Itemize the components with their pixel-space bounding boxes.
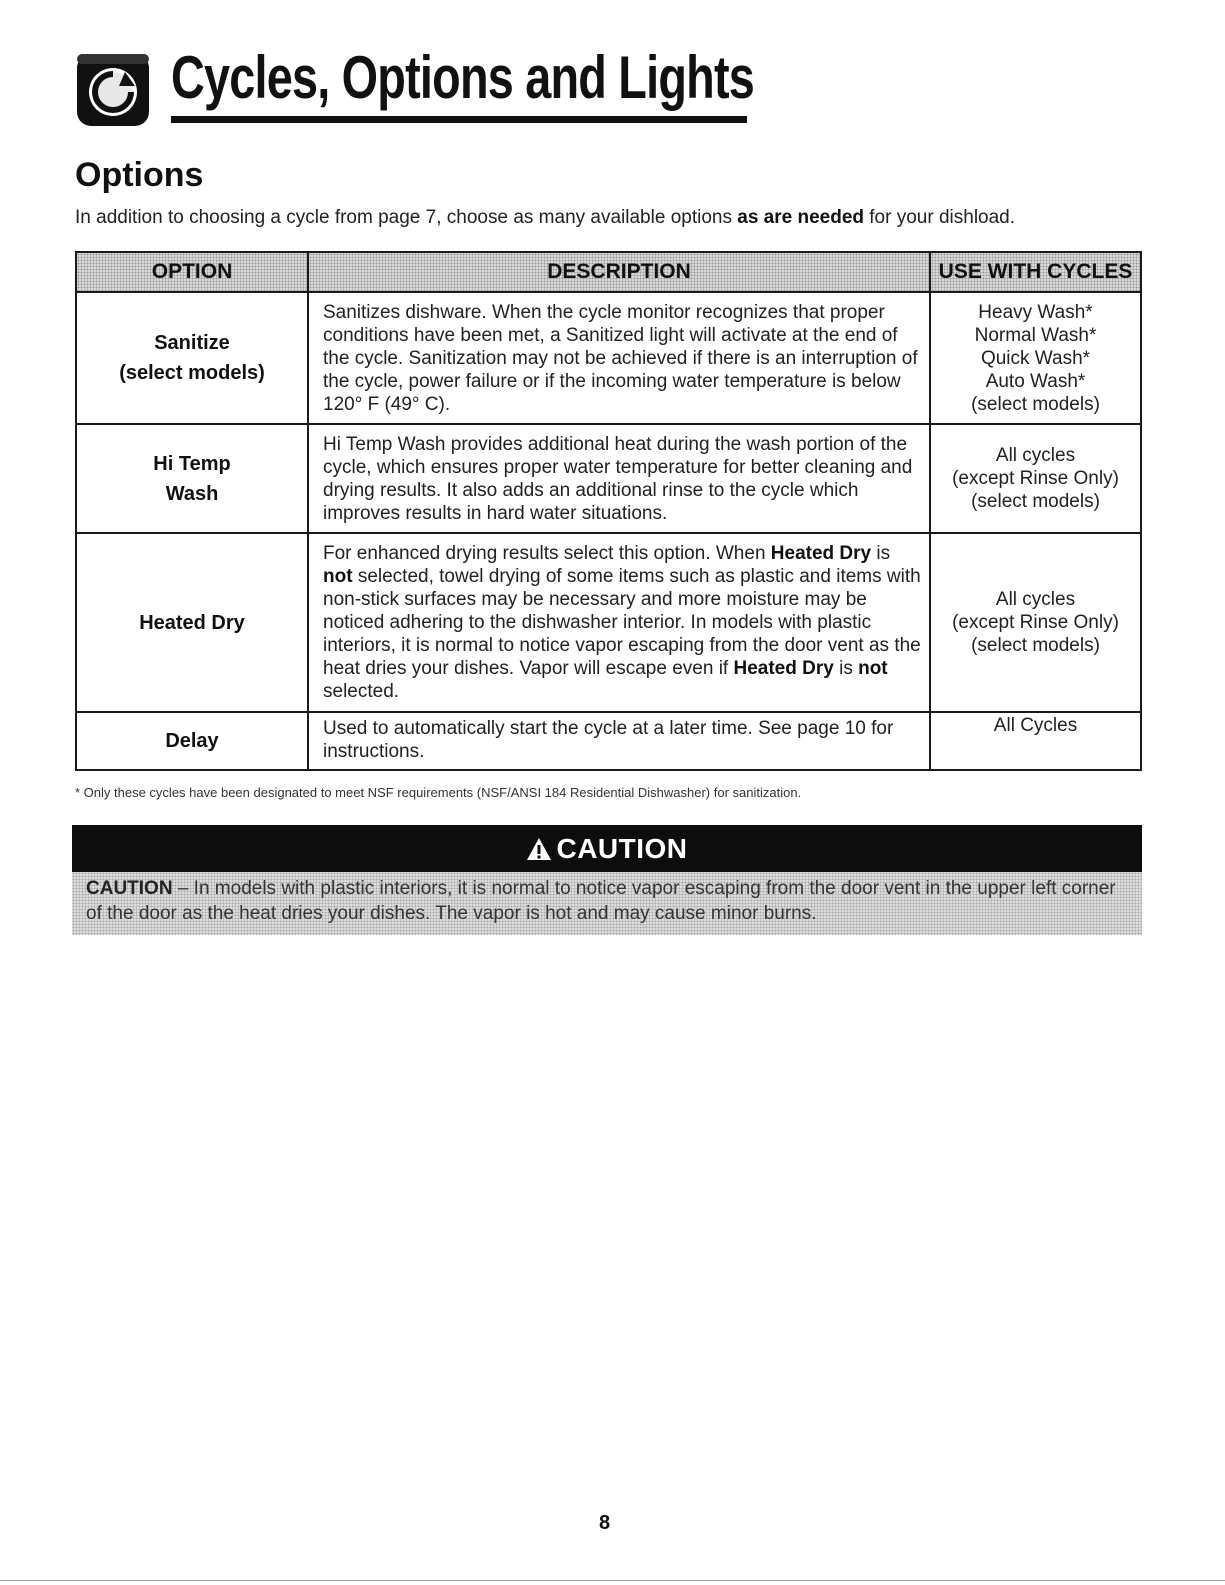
- caution-body: [72, 872, 1142, 935]
- desc-text: selected, towel drying of some items such as plastic and items with non-stick surfaces may be necessary and more moisture may be noticed adhering to the dishwasher interior. In models with plastic interiors, it is normal to notice vapor escaping from the door vent as the heat dries your dishes. Vapor will escape even if: [323, 566, 921, 679]
- bottom-rule: [0, 1580, 1225, 1581]
- options-table: [75, 251, 1142, 771]
- dishwasher-dial-icon: [75, 52, 151, 128]
- desc-emphasis: not: [323, 566, 353, 587]
- table-header-row: [76, 252, 1141, 292]
- intro-before: In addition to choosing a cycle from page 7, choose as many available options: [75, 207, 738, 228]
- option-cycles: All cycles (except Rinse Only) (select models): [930, 424, 1141, 533]
- desc-text: For enhanced drying results select this option. When: [323, 543, 771, 564]
- table-row-sanitize: [76, 292, 1141, 424]
- desc-text: is: [833, 658, 859, 679]
- caution-box: [72, 825, 1142, 935]
- intro-emphasis: as are needed: [737, 207, 864, 228]
- option-description: Hi Temp Wash provides additional heat during the wash portion of the cycle, which ensures proper water temperature for better cleaning and drying results. It also adds an additional rinse to the cycle which improves results in hard water situations.: [308, 424, 930, 533]
- option-name: Hi Temp Wash: [76, 424, 308, 533]
- desc-text: is: [871, 543, 891, 564]
- option-cycles: Heavy Wash* Normal Wash* Quick Wash* Auto Wash* (select models): [930, 292, 1141, 424]
- caution-label: CAUTION: [86, 878, 173, 899]
- section-title: Options: [75, 156, 204, 194]
- table-row-delay: [76, 712, 1141, 770]
- table-row-hi-temp-wash: [76, 424, 1141, 533]
- caution-text: – In models with plastic interiors, it is normal to notice vapor escaping from the door vent in the upper left corner of the door as the heat dries your dishes. The vapor is hot and may cause minor burns.: [86, 878, 1116, 924]
- caution-header: [72, 825, 1142, 872]
- footnote: * Only these cycles have been designated to meet NSF requirements (NSF/ANSI 184 Residential Dishwasher) for sanitization.: [75, 785, 802, 800]
- option-description: [308, 533, 930, 712]
- title-underline: [171, 116, 747, 123]
- option-name: Sanitize (select models): [76, 292, 308, 424]
- intro-text: [75, 207, 1155, 229]
- warning-triangle-icon: [526, 837, 552, 861]
- table-row-heated-dry: [76, 533, 1141, 712]
- header-cycles: USE WITH CYCLES: [930, 252, 1141, 292]
- header-description: DESCRIPTION: [308, 252, 930, 292]
- option-description: Used to automatically start the cycle at a later time. See page 10 for instructions.: [308, 712, 930, 770]
- option-cycles: All cycles (except Rinse Only) (select models): [930, 533, 1141, 712]
- option-description: Sanitizes dishware. When the cycle monitor recognizes that proper conditions have been met, a Sanitized light will activate at the end of the cycle. Sanitization may not be achieved if there is an interruption of the cycle, power failure or if the incoming water temperature is below 120° F (49° C).: [308, 292, 930, 424]
- option-name: Delay: [76, 712, 308, 770]
- desc-emphasis: Heated Dry: [770, 543, 872, 564]
- header-option: OPTION: [76, 252, 308, 292]
- page-title: Cycles, Options and Lights: [171, 44, 755, 111]
- desc-emphasis: not: [858, 658, 888, 679]
- intro-after: for your dishload.: [864, 207, 1016, 228]
- option-name: Heated Dry: [76, 533, 308, 712]
- desc-emphasis: Heated Dry: [733, 658, 834, 679]
- caution-heading: CAUTION: [556, 832, 688, 864]
- option-cycles: All Cycles: [930, 712, 1141, 770]
- page-number: 8: [599, 1512, 611, 1534]
- page-header: [75, 40, 755, 128]
- desc-text: selected.: [323, 681, 400, 702]
